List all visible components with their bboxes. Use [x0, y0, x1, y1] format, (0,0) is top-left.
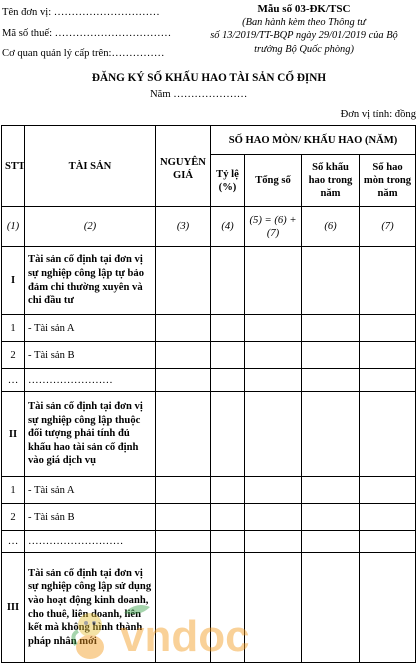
row-number: …: [2, 531, 25, 553]
cell: [302, 553, 360, 663]
year-line: Năm …………………: [150, 89, 248, 100]
header-annual-depreciation: Số khấu hao trong năm: [302, 155, 360, 207]
header-stt: STT: [2, 126, 25, 207]
header-asset: TÀI SẢN: [25, 126, 156, 207]
cell: [156, 369, 211, 392]
cell: [211, 504, 245, 531]
cell: [302, 369, 360, 392]
col-number: (4): [211, 207, 245, 247]
asset-name: - Tài sản B: [25, 342, 156, 369]
cell: [302, 315, 360, 342]
col-number: (5) = (6) + (7): [245, 207, 302, 247]
cell: [211, 369, 245, 392]
currency-unit-line: Đơn vị tính: đồng: [340, 109, 416, 120]
cell: [360, 504, 416, 531]
col-number: (1): [2, 207, 25, 247]
document-title: ĐĂNG KÝ SỐ KHẤU HAO TÀI SẢN CỐ ĐỊNH: [91, 72, 327, 84]
cell: [360, 531, 416, 553]
cell: [360, 553, 416, 663]
table-row: [2, 531, 416, 553]
asset-name: ………………………: [25, 531, 156, 553]
cell: [245, 504, 302, 531]
cell: [245, 369, 302, 392]
row-number: 1: [2, 477, 25, 504]
cell: [211, 477, 245, 504]
cell: [156, 342, 211, 369]
form-code: Mẫu số 03-ĐK/TSC: [257, 3, 351, 15]
cell: [245, 531, 302, 553]
cell: [211, 553, 245, 663]
cell: [156, 477, 211, 504]
tax-code-line: Mã số thuế: ……………………………: [2, 27, 172, 39]
row-number: …: [2, 369, 25, 392]
group-label: Tài sản cố định tại đơn vị sự nghiệp công lập sử dụng vào hoạt động kinh doanh, cho thuê, liên doanh, liên kết mà không hình thành pháp nhân mới: [25, 553, 156, 663]
col-number: (3): [156, 207, 211, 247]
cell: [302, 477, 360, 504]
cell: [302, 504, 360, 531]
cell: [156, 392, 211, 477]
header-annual-wear: Số hao mòn trong năm: [360, 155, 416, 207]
asset-name: - Tài sản A: [25, 315, 156, 342]
cell: [245, 315, 302, 342]
row-number: 2: [2, 504, 25, 531]
cell: [156, 553, 211, 663]
cell: [211, 531, 245, 553]
superior-agency-line: Cơ quan quản lý cấp trên:……………: [2, 48, 165, 59]
row-number: 2: [2, 342, 25, 369]
header-cost: NGUYÊN GIÁ: [156, 126, 211, 207]
table-row: [2, 369, 416, 392]
cell: [211, 247, 245, 315]
cell: [360, 342, 416, 369]
asset-name: - Tài sản B: [25, 504, 156, 531]
group-row: [2, 553, 416, 663]
table-row: [2, 342, 416, 369]
issuance-note-3: trưởng Bộ Quốc phòng): [254, 43, 354, 55]
asset-name: ……………………: [25, 369, 156, 392]
cell: [245, 342, 302, 369]
header-right: [193, 3, 415, 56]
cell: [360, 315, 416, 342]
cell: [156, 531, 211, 553]
cell: [245, 392, 302, 477]
row-number: 1: [2, 315, 25, 342]
cell: [302, 342, 360, 369]
group-label: Tài sản cố định tại đơn vị sự nghiệp công lập tự bảo đảm chi thường xuyên và chi đầu tư: [25, 247, 156, 315]
group-row: [2, 247, 416, 315]
group-roman: III: [2, 553, 25, 663]
depreciation-table: [1, 125, 416, 663]
unit-name-line: Tên đơn vị: …………………………: [2, 7, 160, 18]
group-label: Tài sản cố định tại đơn vị sự nghiệp công lập thuộc đối tượng phải tính đủ khấu hao tài sản cố định vào giá dịch vụ: [25, 392, 156, 477]
cell: [211, 315, 245, 342]
column-number-row: [2, 207, 416, 247]
group-row: [2, 392, 416, 477]
asset-name: - Tài sản A: [25, 477, 156, 504]
table-row: [2, 315, 416, 342]
cell: [245, 553, 302, 663]
cell: [156, 247, 211, 315]
col-number: (2): [25, 207, 156, 247]
table-row: [2, 477, 416, 504]
cell: [211, 342, 245, 369]
cell: [302, 247, 360, 315]
issuance-note-1: (Ban hành kèm theo Thông tư: [242, 17, 366, 29]
col-number: (6): [302, 207, 360, 247]
cell: [211, 392, 245, 477]
group-roman: II: [2, 392, 25, 477]
header-total: Tổng số: [245, 155, 302, 207]
cell: [245, 477, 302, 504]
cell: [360, 247, 416, 315]
cell: [302, 531, 360, 553]
table-row: [2, 504, 416, 531]
issuance-note-2: số 13/2019/TT-BQP ngày 29/01/2019 của Bộ: [210, 30, 398, 42]
header-left: [2, 3, 171, 65]
col-number: (7): [360, 207, 416, 247]
cell: [360, 369, 416, 392]
cell: [360, 477, 416, 504]
header-depreciation-group: SỐ HAO MÒN/ KHẤU HAO (NĂM): [211, 126, 416, 155]
cell: [245, 247, 302, 315]
cell: [156, 504, 211, 531]
cell: [302, 392, 360, 477]
header-rate: Tỷ lệ (%): [211, 155, 245, 207]
cell: [360, 392, 416, 477]
watermark-text: vndoc: [120, 612, 250, 661]
cell: [156, 315, 211, 342]
group-roman: I: [2, 247, 25, 315]
